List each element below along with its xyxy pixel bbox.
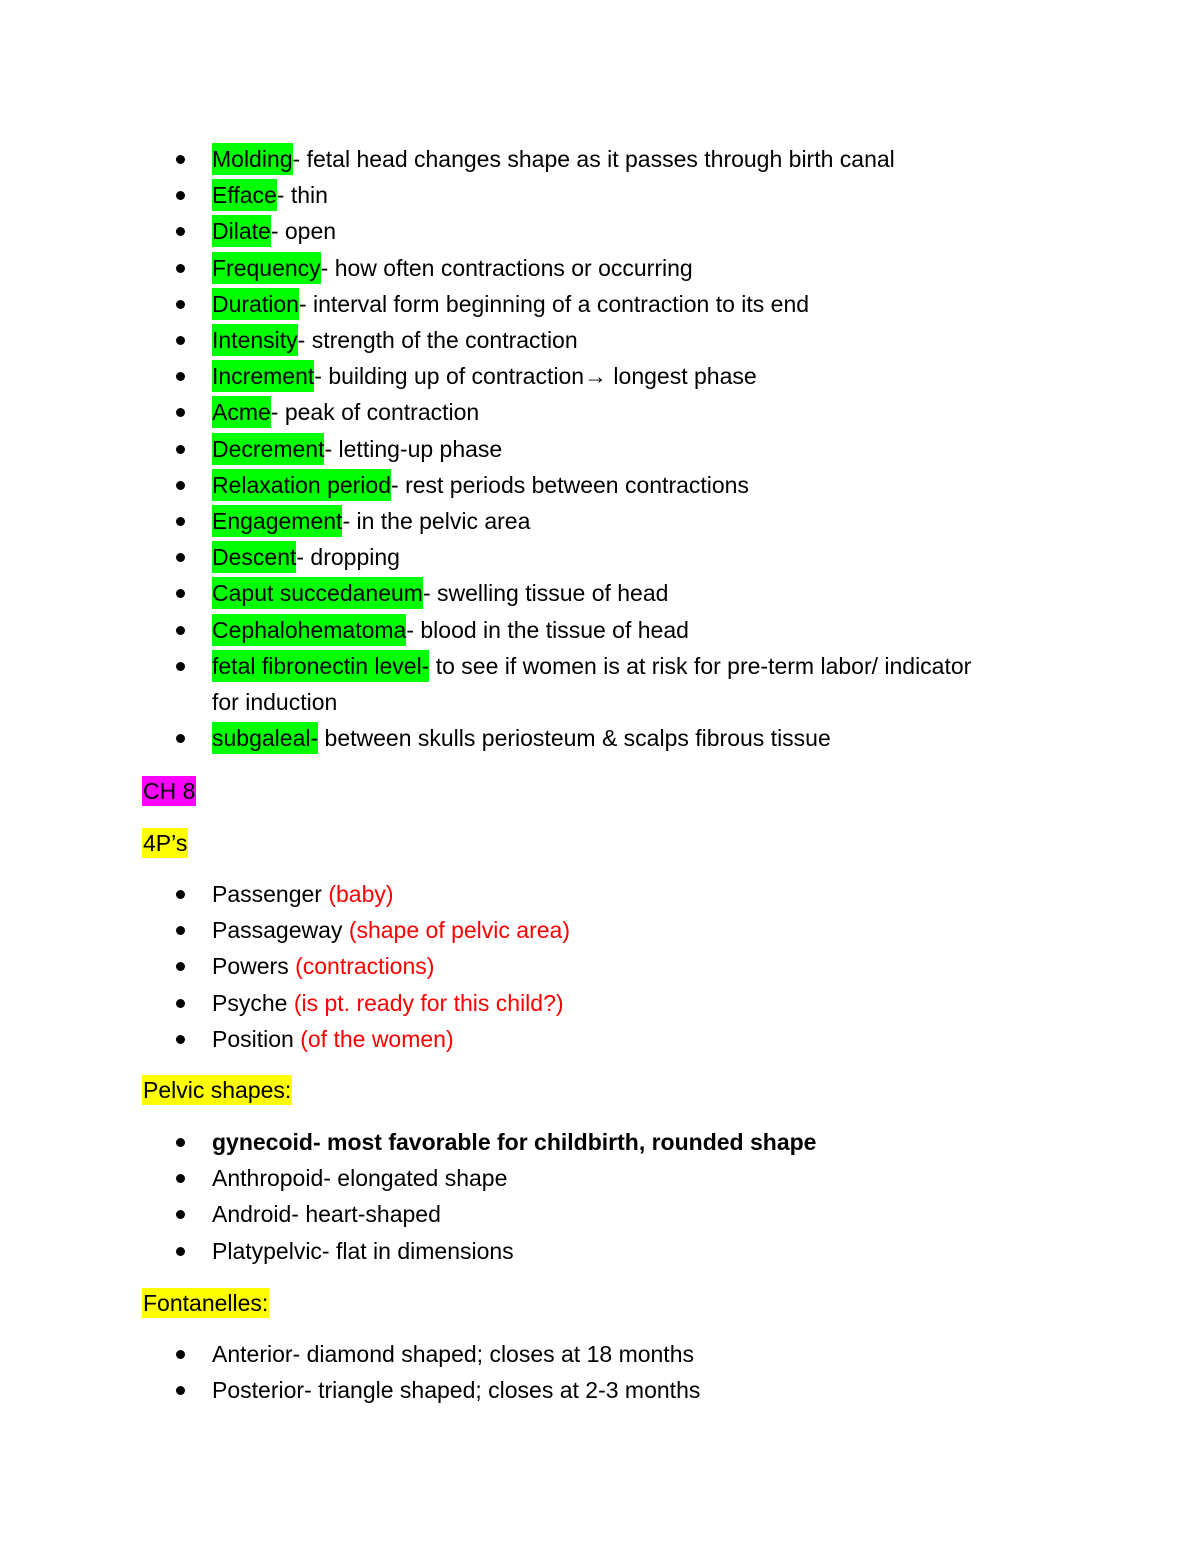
item-label: Passenger xyxy=(212,881,329,907)
list-item xyxy=(0,912,1100,948)
term-label: Descent xyxy=(212,541,296,573)
term-definition: between skulls periosteum & scalps fibrous tissue xyxy=(318,725,831,752)
term-label: Relaxation period xyxy=(212,469,391,501)
list-item xyxy=(0,394,1100,430)
list-item xyxy=(0,286,1100,322)
chapter-heading-text: CH 8 xyxy=(143,778,196,804)
term-definition: - strength of the contraction xyxy=(297,327,578,354)
bullet-icon xyxy=(176,264,185,273)
term-label: subgaleal- xyxy=(212,722,318,754)
list-item xyxy=(0,1021,1100,1057)
term-label: Efface xyxy=(212,179,277,211)
bullet-icon xyxy=(176,890,185,899)
list-item xyxy=(0,876,1100,912)
four-ps-list xyxy=(0,876,1100,1057)
term-definition: - peak of contraction xyxy=(270,399,480,426)
item-text: Platypelvic- flat in dimensions xyxy=(212,1237,514,1264)
fontanelles-heading-text: Fontanelles: xyxy=(143,1290,269,1316)
list-item xyxy=(0,467,1100,503)
list-item xyxy=(0,213,1100,249)
fontanelles-heading xyxy=(142,1288,269,1318)
bullet-icon xyxy=(176,408,185,417)
list-item xyxy=(0,612,1100,648)
term-label: Increment xyxy=(212,360,314,392)
pelvic-shapes-list xyxy=(0,1124,1100,1269)
term-definition: - letting-up phase xyxy=(324,435,503,462)
list-item xyxy=(0,1124,1100,1160)
term-label: Frequency xyxy=(212,252,321,284)
term-label: Intensity xyxy=(212,324,298,356)
term-definition: - swelling tissue of head xyxy=(422,580,669,607)
bullet-icon xyxy=(176,336,185,345)
term-definition: - rest periods between contractions xyxy=(391,471,749,498)
term-definition: - blood in the tissue of head xyxy=(406,616,689,643)
bullet-icon xyxy=(176,227,185,236)
term-definition: - fetal head changes shape as it passes through birth canal xyxy=(292,146,895,172)
list-item xyxy=(0,648,972,720)
item-label: Passageway xyxy=(212,917,349,944)
bullet-icon xyxy=(176,372,185,381)
pelvic-shapes-heading xyxy=(142,1075,292,1105)
term-definition: - thin xyxy=(276,182,328,209)
term-label: fetal fibronectin level- xyxy=(212,650,429,682)
list-item xyxy=(0,720,1100,756)
list-item xyxy=(0,539,1100,575)
bullet-icon xyxy=(176,553,185,562)
item-label: Psyche xyxy=(212,989,294,1016)
term-definition: to see if women is at risk for pre-term labor/ indicator for induction xyxy=(212,652,972,716)
item-note: (of the women) xyxy=(300,1025,454,1052)
item-text: Posterior- triangle shaped; closes at 2-3 months xyxy=(212,1377,701,1404)
bullet-icon xyxy=(176,1350,185,1359)
bullet-icon xyxy=(176,589,185,598)
term-label: Decrement xyxy=(212,433,324,465)
terms-list xyxy=(0,141,1100,756)
term-definition: - building up of contraction→ longest phase xyxy=(314,363,757,390)
bullet-icon xyxy=(176,1210,185,1219)
list-item xyxy=(0,250,1100,286)
bullet-icon xyxy=(176,1386,185,1395)
bullet-icon xyxy=(176,734,185,743)
chapter-heading xyxy=(142,776,196,806)
list-item xyxy=(0,1372,1100,1408)
term-definition: - open xyxy=(270,218,337,245)
bullet-icon xyxy=(176,1174,185,1183)
list-item xyxy=(0,141,1100,177)
item-text: Anterior- diamond shaped; closes at 18 months xyxy=(212,1341,694,1367)
list-item xyxy=(0,322,1100,358)
list-item xyxy=(0,575,1100,611)
list-item xyxy=(0,1233,1100,1269)
bullet-icon xyxy=(176,999,185,1008)
bullet-icon xyxy=(176,300,185,309)
bullet-icon xyxy=(176,481,185,490)
term-label: Dilate xyxy=(212,215,271,247)
term-definition: - in the pelvic area xyxy=(342,508,531,535)
item-label: Powers xyxy=(212,953,296,980)
item-note: (contractions) xyxy=(295,953,435,980)
bullet-icon xyxy=(176,1247,185,1256)
term-label: Caput succedaneum xyxy=(212,577,423,609)
fontanelles-list xyxy=(0,1336,1100,1408)
list-item xyxy=(0,431,1100,467)
list-item xyxy=(0,177,1100,213)
term-label: Acme xyxy=(212,396,271,428)
bullet-icon xyxy=(176,1138,185,1147)
list-item xyxy=(0,985,1100,1021)
bullet-icon xyxy=(176,926,185,935)
item-note: (baby) xyxy=(328,881,394,907)
list-item xyxy=(0,358,1100,394)
bullet-icon xyxy=(176,962,185,971)
bullet-icon xyxy=(176,191,185,200)
four-ps-heading xyxy=(142,828,188,858)
four-ps-heading-text: 4P’s xyxy=(143,830,188,856)
item-note: (is pt. ready for this child?) xyxy=(293,989,564,1016)
item-text: gynecoid- most favorable for childbirth, rounded shape xyxy=(212,1129,817,1155)
term-label: Molding xyxy=(212,143,293,175)
bullet-icon xyxy=(176,662,185,671)
term-definition: - interval form beginning of a contraction to its end xyxy=(298,290,810,317)
term-label: Duration xyxy=(212,288,299,320)
term-label: Engagement xyxy=(212,505,342,537)
list-item xyxy=(0,1196,1100,1232)
list-item xyxy=(0,1336,1100,1372)
item-note: (shape of pelvic area) xyxy=(348,917,570,944)
term-label: Cephalohematoma xyxy=(212,614,406,646)
bullet-icon xyxy=(176,517,185,526)
item-text: Android- heart-shaped xyxy=(212,1201,441,1228)
list-item xyxy=(0,948,1100,984)
term-definition: - dropping xyxy=(296,544,400,571)
bullet-icon xyxy=(176,1035,185,1044)
bullet-icon xyxy=(176,626,185,635)
item-label: Position xyxy=(212,1025,301,1052)
bullet-icon xyxy=(176,445,185,454)
term-definition: - how often contractions or occurring xyxy=(320,254,693,281)
list-item xyxy=(0,1160,1100,1196)
bullet-icon xyxy=(176,155,185,164)
item-text: Anthropoid- elongated shape xyxy=(212,1165,508,1192)
pelvic-shapes-heading-text: Pelvic shapes: xyxy=(143,1077,292,1103)
list-item xyxy=(0,503,1100,539)
